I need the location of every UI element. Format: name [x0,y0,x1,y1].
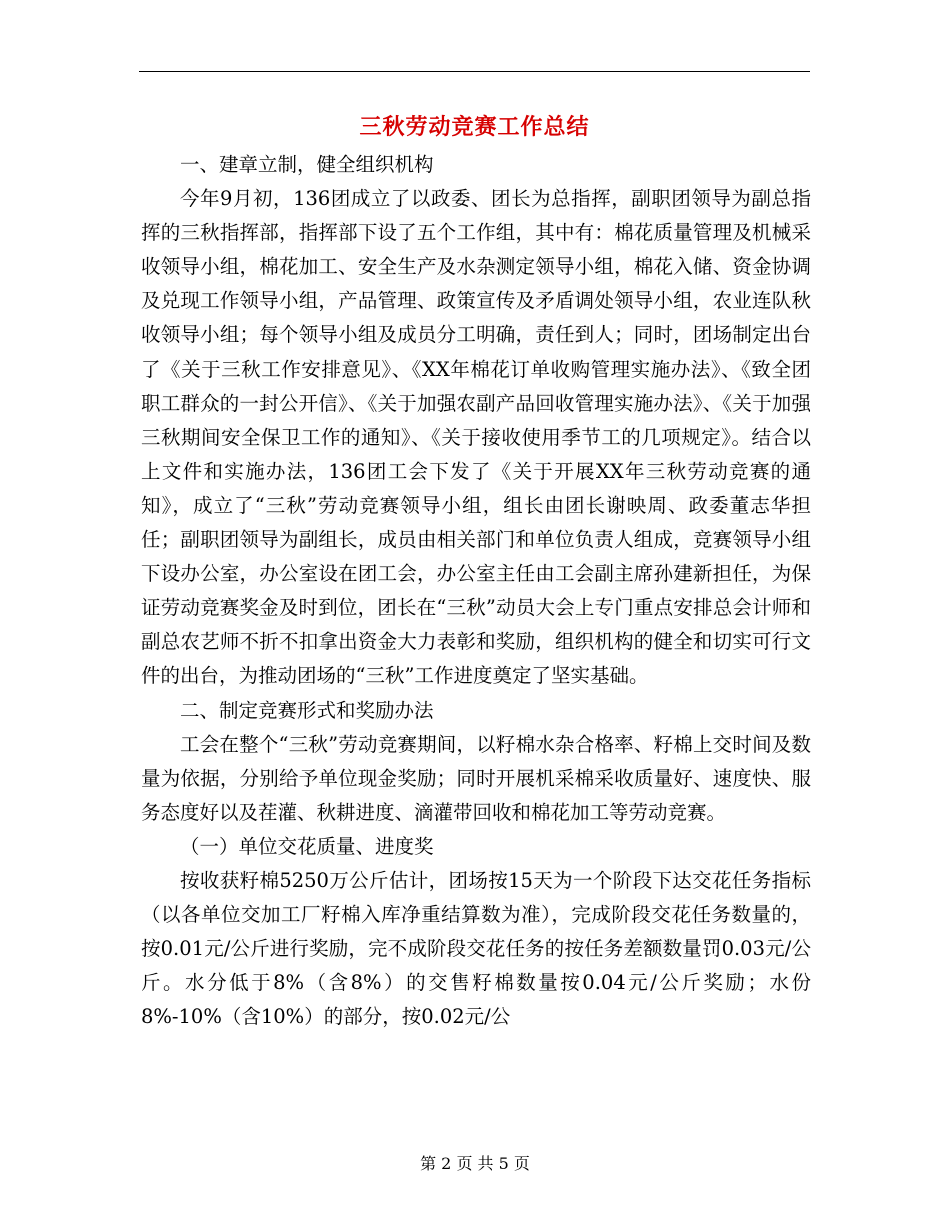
document-title: 三秋劳动竞赛工作总结 [359,114,590,140]
section-heading-1: 一、建章立制，健全组织机构 [180,153,434,176]
document-body [141,148,811,1034]
subsection-heading-1: （一）单位交花质量、进度奖 [180,834,434,858]
section-heading-2: 二、制定竞赛形式和奖励办法 [180,698,434,722]
paragraph-competition-form: 工会在整个“三秋”劳动竞赛期间，以籽棉水杂合格率、籽棉上交时间及数量为依据，分别给予单位现金奖励；同时开展机采棉采收质量好、速度快、服务态度好以及茬灌、秋耕进度、滴灌带回收和棉花加工等劳动竞赛。 [141,732,811,824]
page-footer: 第 2 页 共 5 页 [420,1154,530,1173]
paragraph-organization: 今年9月初，136团成立了以政委、团长为总指挥，副职团领导为副总指挥的三秋指挥部，指挥部下设了五个工作组，其中有：棉花质量管理及机械采收领导小组，棉花加工、安全生产及水杂测定领导小组，棉花入储、资金协调及兑现工作领导小组，产品管理、政策宣传及矛盾调处领导小组，农业连队秋收领导小组；每个领导小组及成员分工明确，责任到人；同时，团场制定出台了《关于三秋工作安排意见》、《XX年棉花订单收购管理实施办法》、《致全团职工群众的一封公开信》、《关于加强农副产品回收管理实施办法》、《关于加强三秋期间安全保卫工作的通知》、《关于接收使用季节工的几项规定》。结合以上文件和实施办法，136团工会下发了《关于开展XX年三秋劳动竞赛的通知》，成立了“三秋”劳动竞赛领导小组，组长由团长谢映周、政委董志华担任；副职团领导为副组长，成员由相关部门和单位负责人组成，竞赛领导小组下设办公室，办公室设在团工会，办公室主任由工会副主席孙建新担任，为保证劳动竞赛奖金及时到位，团长在“三秋”动员大会上专门重点安排总会计师和副总农艺师不折不扣拿出资金大力表彰和奖励，组织机构的健全和切实可行文件的出台，为推动团场的“三秋”工作进度奠定了坚实基础。 [141,187,811,688]
paragraph-award-rules: 按收获籽棉5250万公斤估计，团场按15天为一个阶段下达交花任务指标（以各单位交加工厂籽棉入库净重结算数为准），完成阶段交花任务数量的，按0.01元/公斤进行奖励，完不成阶段交花任务的按任务差额数量罚0.03元/公斤。水分低于8%（含8%）的交售籽棉数量按0.04元/公斤奖励；水份8%-10%（含10%）的部分，按0.02元/公 [141,868,811,1029]
header-rule [139,71,810,72]
